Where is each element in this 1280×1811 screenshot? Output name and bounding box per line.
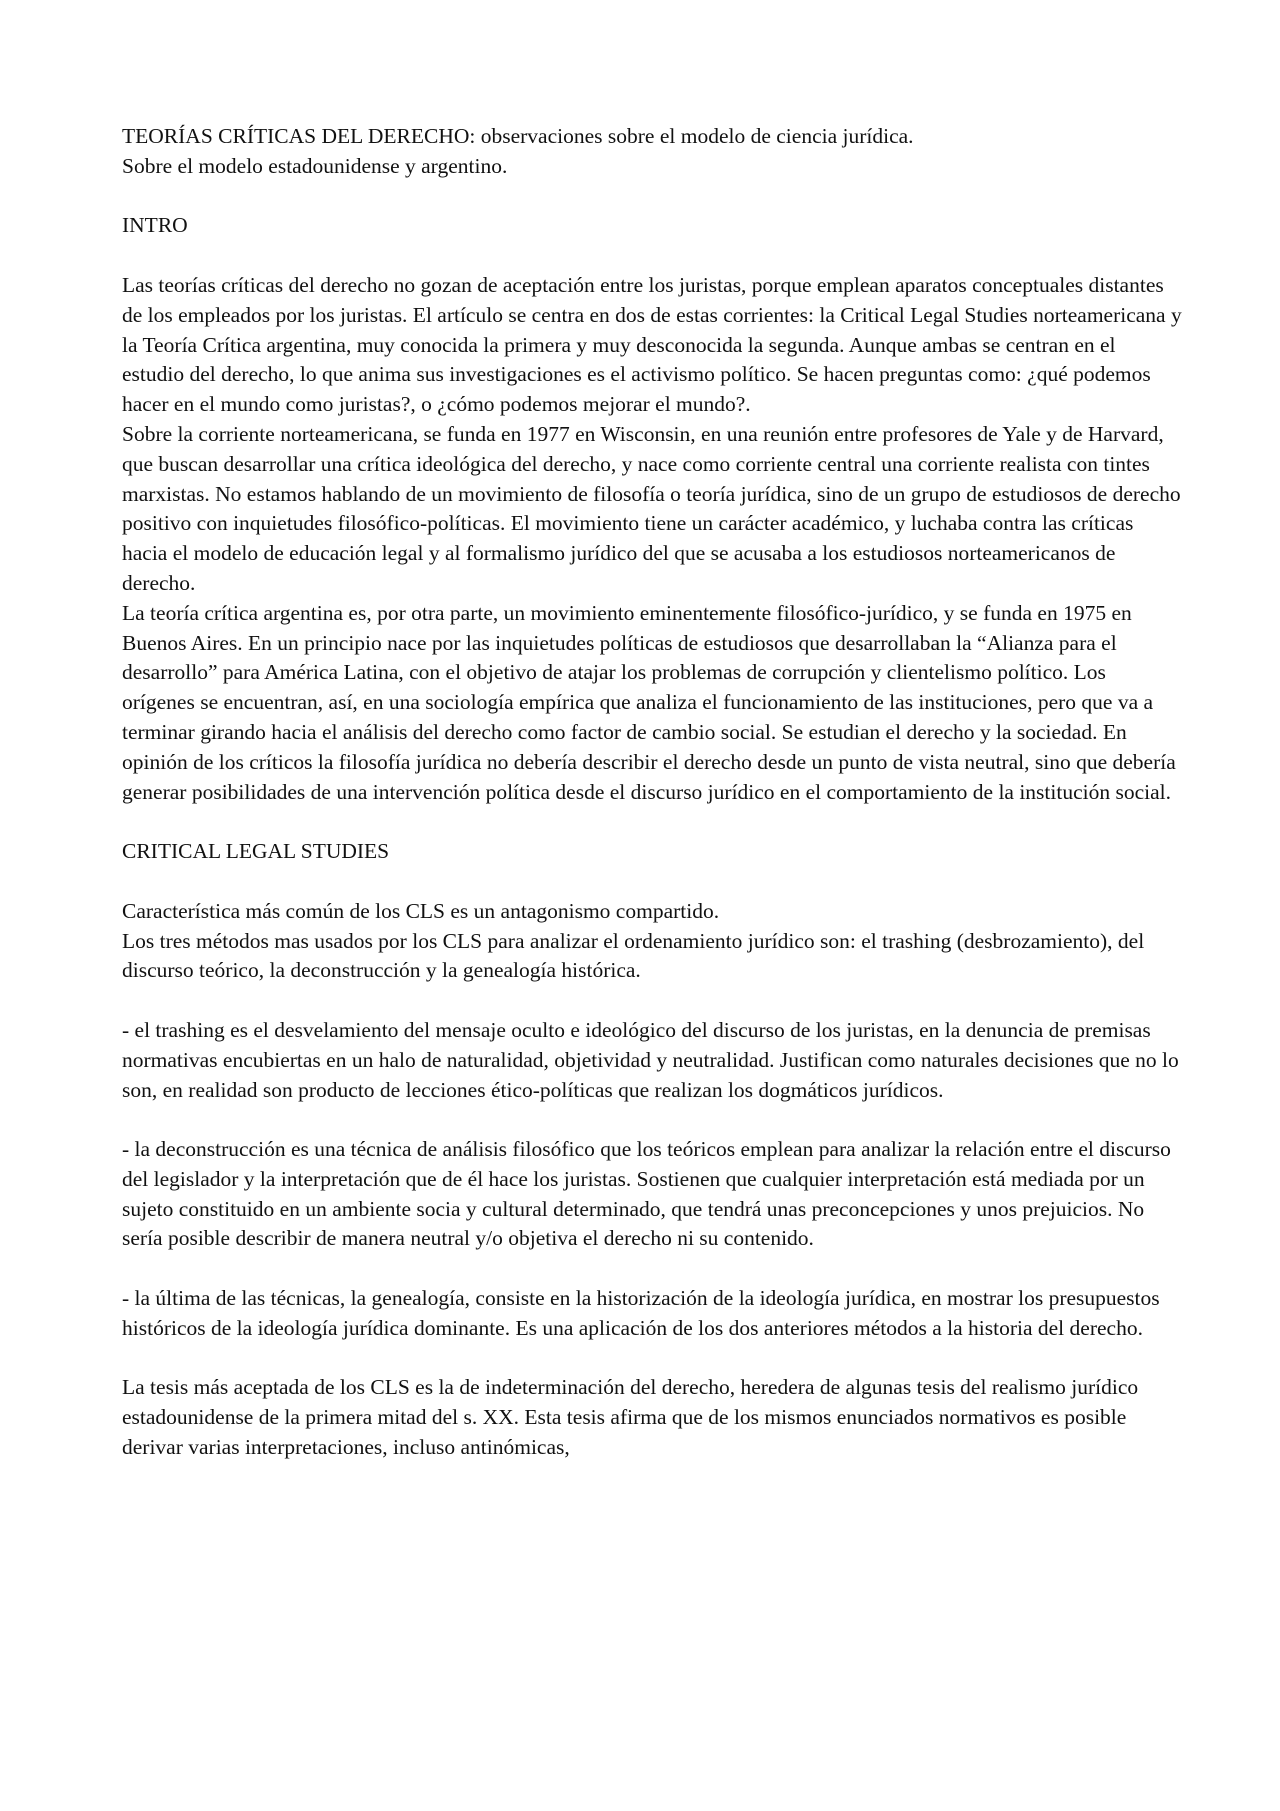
cls-lead-2: Los tres métodos mas usados por los CLS para analizar el ordenamiento jurídico son: el trashing (desbrozamiento), del discurso teórico, la deconstrucción y la genealogía histórica. xyxy=(122,928,1145,983)
document-title-line-2: Sobre el modelo estadounidense y argentino. xyxy=(122,153,508,178)
intro-paragraph-1: Las teorías críticas del derecho no gozan de aceptación entre los juristas, porque emplean aparatos conceptuales distantes de los empleados por los juristas. El artículo se centra en dos de estas corrientes: la Critical Legal Studies norteamericana y la Teoría Crítica argentina, muy conocida la primera y muy desconocida la segunda. Aunque ambas se centran en el estudio del derecho, lo que anima sus investigaciones es el activismo político. Se hacen preguntas como: ¿qué podemos hacer en el mundo como juristas?, o ¿cómo podemos mejorar el mundo?. xyxy=(122,272,1182,417)
blank-line xyxy=(122,986,1182,1016)
blank-line xyxy=(122,1344,1182,1374)
cls-lead-1: Característica más común de los CLS es un antagonismo compartido. xyxy=(122,898,720,923)
blank-line xyxy=(122,807,1182,837)
blank-line xyxy=(122,241,1182,271)
cls-item-genealogia: - la última de las técnicas, la genealogía, consiste en la historización de la ideología jurídica, en mostrar los presupuestos históricos de la ideología jurídica dominante. Es una aplicación de los dos anteriores métodos a la historia del derecho. xyxy=(122,1286,1160,1340)
cls-item-deconstruccion: - la deconstrucción es una técnica de análisis filosófico que los teóricos emplean para analizar la relación entre el discurso del legislador y la interpretación que de él hace los juristas. Sostienen que cualquier interpretación está mediada por un sujeto constituido en un ambiente socia y cultural determinado, que tendrá unas preconcepciones y unos prejuicios. No sería posible describir de manera neutral y/o objetiva el derecho ni su contenido. xyxy=(122,1137,1171,1251)
cls-item-trashing: - el trashing es el desvelamiento del mensaje oculto e ideológico del discurso de los juristas, en la denuncia de premisas normativas encubiertas en un halo de naturalidad, objetividad y neutralidad. Justifican como naturales decisiones que no lo son, en realidad son producto de lecciones ético-políticas que realizan los dogmáticos jurídicos. xyxy=(122,1017,1179,1102)
cls-closing-paragraph: La tesis más aceptada de los CLS es la de indeterminación del derecho, heredera de algunas tesis del realismo jurídico estadounidense de la primera mitad del s. XX. Esta tesis afirma que de los mismos enunciados normativos es posible derivar varias interpretaciones, incluso antinómicas, xyxy=(122,1375,1139,1460)
intro-paragraph-3: La teoría crítica argentina es, por otra parte, un movimiento eminentemente filosófico-jurídico, y se funda en 1975 en Buenos Aires. En un principio nace por las inquietudes políticas de estudiosos que desarrollaban la “Alianza para el desarrollo” para América Latina, con el objetivo de atajar los problemas de corrupción y clientelismo político. Los orígenes se encuentran, así, en una sociología empírica que analiza el funcionamiento de las instituciones, pero que va a terminar girando hacia el análisis del derecho como factor de cambio social. Se estudian el derecho y la sociedad. En opinión de los críticos la filosofía jurídica no debería describir el derecho desde un punto de vista neutral, sino que debería generar posibilidades de una intervención política desde el discurso jurídico en el comportamiento de la institución social. xyxy=(122,600,1176,804)
document-title-line-1: TEORÍAS CRÍTICAS DEL DERECHO: observaciones sobre el modelo de ciencia jurídica. xyxy=(122,124,914,148)
intro-paragraph-2: Sobre la corriente norteamericana, se funda en 1977 en Wisconsin, en una reunión entre profesores de Yale y de Harvard, que buscan desarrollar una crítica ideológica del derecho, y nace como corriente central una corriente realista con tintes marxistas. No estamos hablando de un movimiento de filosofía o teoría jurídica, sino de un grupo de estudiosos de derecho positivo con inquietudes filosófico-políticas. El movimiento tiene un carácter académico, y luchaba contra las críticas hacia el modelo de educación legal y al formalismo jurídico del que se acusaba a los estudiosos norteamericanos de derecho. xyxy=(122,421,1181,595)
blank-line xyxy=(122,182,1182,212)
intro-heading: INTRO xyxy=(122,213,188,238)
blank-line xyxy=(122,1105,1182,1135)
cls-heading: CRITICAL LEGAL STUDIES xyxy=(122,839,390,864)
document-page xyxy=(122,122,1182,1463)
blank-line xyxy=(122,867,1182,897)
blank-line xyxy=(122,1254,1182,1284)
